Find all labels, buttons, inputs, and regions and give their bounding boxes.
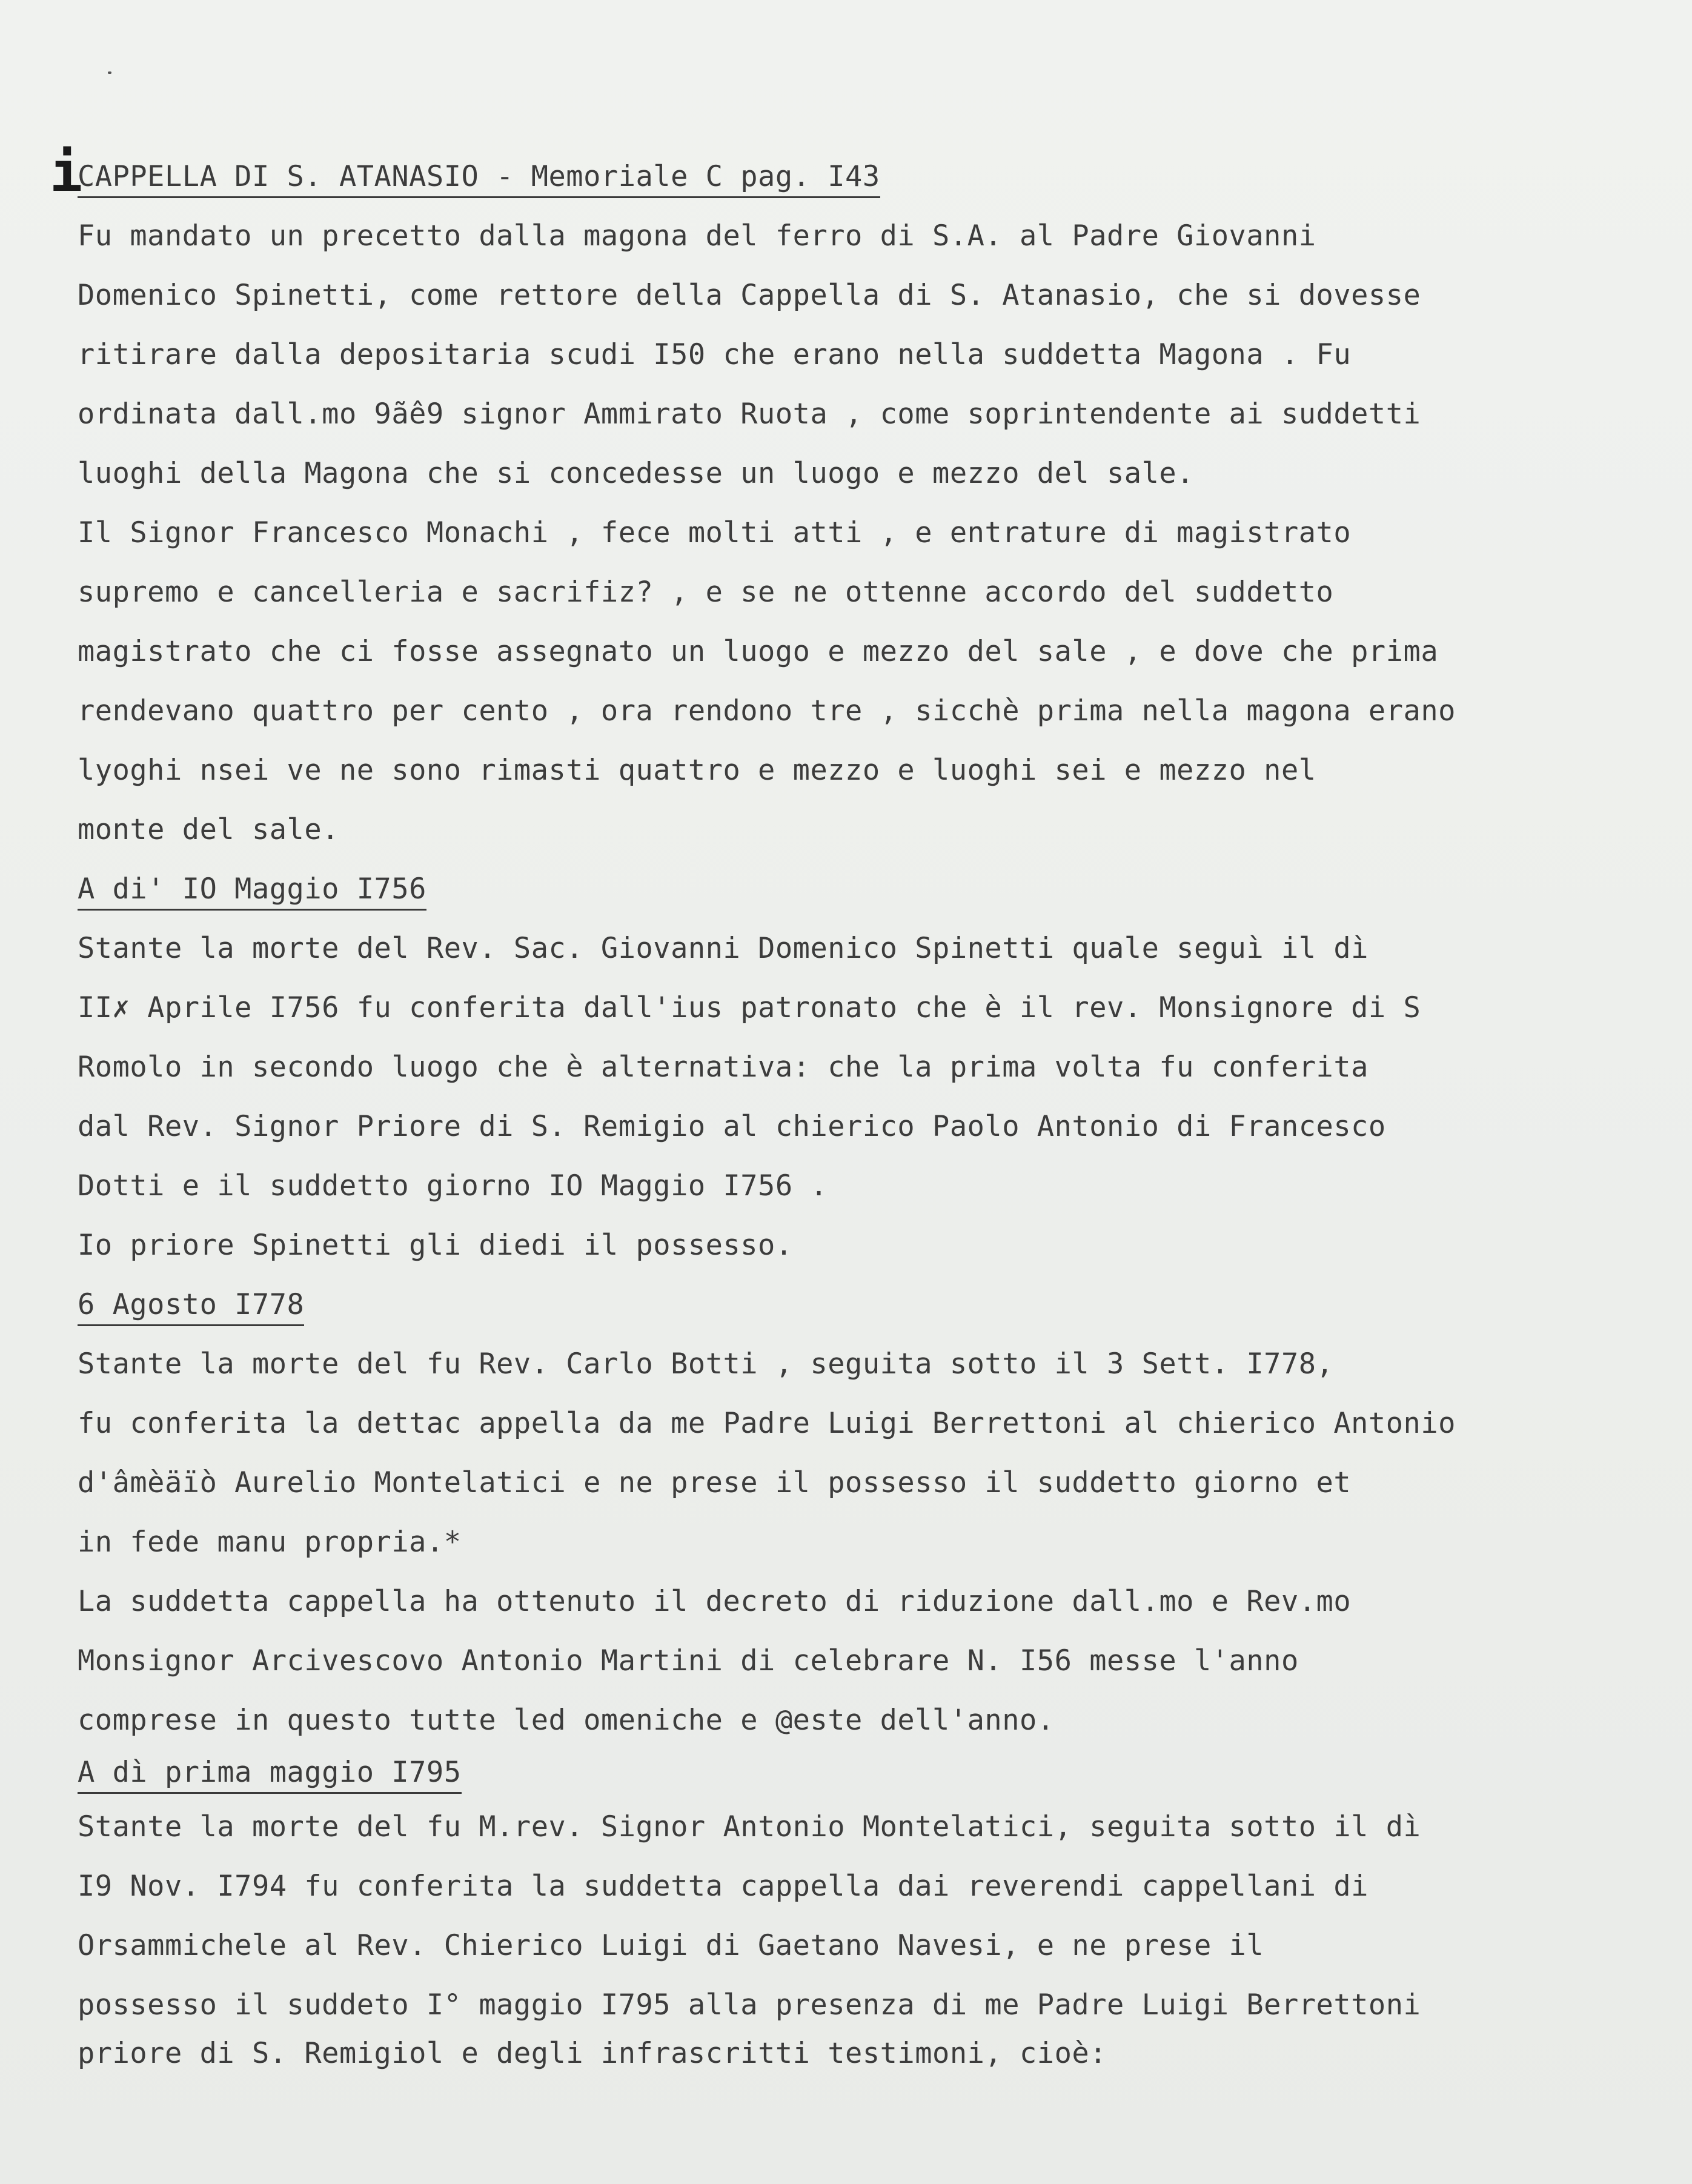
text-line: fu conferita la dettac appella da me Padre Luigi Berrettoni al chierico Antonio <box>78 1407 1456 1440</box>
section-date-heading: 6 Agosto I778 <box>78 1287 304 1326</box>
text-line: Io priore Spinetti gli diedi il possesso. <box>78 1229 793 1262</box>
ink-speck <box>108 71 111 74</box>
text-line: Stante la morte del Rev. Sac. Giovanni Domenico Spinetti quale seguì il dì <box>78 932 1369 965</box>
text-line: Stante la morte del fu M.rev. Signor Antonio Montelatici, seguita sotto il dì <box>78 1810 1421 1844</box>
text-line: ordinata dall.mo 9ãê9 signor Ammirato Ruota , come soprintendente ai suddetti <box>78 397 1421 431</box>
text-line: II✗ Aprile I756 fu conferita dall'ius patronato che è il rev. Monsignore di S <box>78 991 1421 1024</box>
text-line: lyoghi nsei ve ne sono rimasti quattro e mezzo e luoghi sei e mezzo nel <box>78 754 1316 787</box>
text-line: Dotti e il suddetto giorno IO Maggio I756 . <box>78 1169 828 1203</box>
text-line: Stante la morte del fu Rev. Carlo Botti , seguita sotto il 3 Sett. I778, <box>78 1347 1334 1381</box>
text-line: supremo e cancelleria e sacrifiz? , e se ne ottenne accordo del suddetto <box>78 576 1334 609</box>
text-line: rendevano quattro per cento , ora rendono tre , sicchè prima nella magona erano <box>78 694 1456 728</box>
text-line: Romolo in secondo luogo che è alternativa: che la prima volta fu conferita <box>78 1051 1369 1084</box>
section-date-heading: A di' IO Maggio I756 <box>78 871 426 911</box>
text-line: magistrato che ci fosse assegnato un luogo e mezzo del sale , e dove che prima <box>78 635 1439 668</box>
margin-ink-mark: i <box>50 141 83 204</box>
text-line: luoghi della Magona che si concedesse un luogo e mezzo del sale. <box>78 457 1194 490</box>
text-line: d'âmèäïò Aurelio Montelatici e ne prese il possesso il suddetto giorno et <box>78 1466 1352 1499</box>
text-line: Domenico Spinetti, come rettore della Cappella di S. Atanasio, che si dovesse <box>78 279 1421 312</box>
text-line: in fede manu propria.* <box>78 1525 462 1559</box>
text-line: I9 Nov. I794 fu conferita la suddetta cappella dai reverendi cappellani di <box>78 1870 1369 1903</box>
text-line: priore di S. Remigiol e degli infrascritti testimoni, cioè: <box>78 2037 1107 2070</box>
text-line: Orsammichele al Rev. Chierico Luigi di Gaetano Navesi, e ne prese il <box>78 1929 1264 1962</box>
document-title: CAPPELLA DI S. ATANASIO - Memoriale C pag. I43 <box>78 159 880 198</box>
text-line: Monsignor Arcivescovo Antonio Martini di celebrare N. I56 messe l'anno <box>78 1644 1299 1678</box>
text-line: Fu mandato un precetto dalla magona del ferro di S.A. al Padre Giovanni <box>78 219 1316 253</box>
text-line: La suddetta cappella ha ottenuto il decreto di riduzione dall.mo e Rev.mo <box>78 1585 1352 1618</box>
text-line: ritirare dalla depositaria scudi I50 che erano nella suddetta Magona . Fu <box>78 338 1352 371</box>
text-line: comprese in questo tutte led omeniche e @este dell'anno. <box>78 1704 1055 1737</box>
text-line: monte del sale. <box>78 813 339 846</box>
text-line: possesso il suddeto I° maggio I795 alla presenza di me Padre Luigi Berrettoni <box>78 1988 1421 2022</box>
text-line: dal Rev. Signor Priore di S. Remigio al chierico Paolo Antonio di Francesco <box>78 1110 1386 1143</box>
text-line: Il Signor Francesco Monachi , fece molti atti , e entrature di magistrato <box>78 516 1352 549</box>
section-date-heading: A dì prima maggio I795 <box>78 1754 462 1794</box>
